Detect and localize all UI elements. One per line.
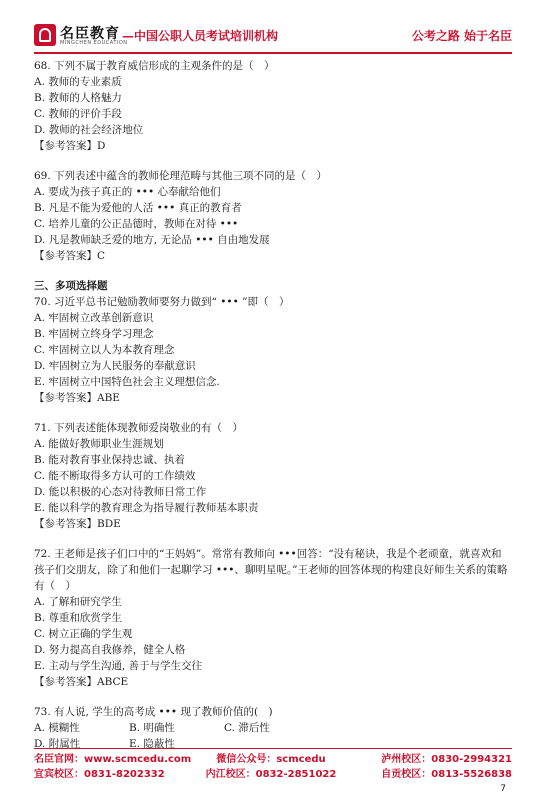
option-e: E. 主动与学生沟通, 善于与学生交往	[34, 660, 203, 672]
answer: 【参考答案】ABE	[34, 392, 120, 404]
option-d: D. 牢固树立为人民服务的奉献意识	[34, 360, 196, 372]
option-b: B. 尊重和欣赏学生	[34, 612, 122, 624]
option-c: C. 教师的评价手段	[34, 108, 122, 120]
option-a: A. 教师的专业素质	[34, 76, 122, 88]
option-b: B. 凡是不能为爱他的人活 ••• 真正的教育者	[34, 202, 242, 214]
answer: 【参考答案】D	[34, 140, 106, 152]
option-d: D. 附属性	[34, 738, 81, 750]
brand-logo-icon	[34, 24, 56, 46]
question-73	[34, 704, 512, 752]
question-stem: 73. 有人说, 学生的高考成 ••• 现了教师价值的( )	[34, 706, 273, 718]
option-c: C. 培养儿童的公正品德时，教师在对待 •••	[34, 218, 239, 230]
page-header	[34, 22, 512, 54]
question-72	[34, 546, 512, 690]
option-b: B. 教师的人格魅力	[34, 92, 122, 104]
document-body	[34, 58, 512, 766]
question-stem: 72. 王老师是孩子们口中的“王妈妈”。常常有教师向 •••回答：“没有秘诀，我是个老顽童，就喜欢和孩子们交朋友，除了和他们一起聊学习 •••、聊明星呢。”王老师的回答体现的构建良好师生关系的策略有（ ）	[34, 548, 508, 592]
option-e: E. 隐蔽性	[129, 738, 175, 750]
question-68	[34, 58, 512, 154]
option-c: C. 能不断取得多方认可的工作绩效	[34, 470, 196, 482]
answer: 【参考答案】BDE	[34, 518, 121, 530]
answer: 【参考答案】C	[34, 250, 106, 262]
option-b: B. 能对教育事业保持忠诚、执着	[34, 454, 185, 466]
option-c: C. 滞后性	[224, 722, 270, 734]
question-stem: 68. 下列不属于教育威信形成的主观条件的是（ ）	[34, 60, 275, 72]
option-e: E. 能以科学的教育理念为指导履行教师基本职责	[34, 502, 259, 514]
footer-wechat: 微信公众号：scmcedu	[216, 754, 326, 765]
header-title: —中国公职人员考试培训机构	[122, 29, 279, 43]
question-70	[34, 294, 512, 406]
section-title: 三、多项选择题	[34, 280, 108, 292]
brand-name: 名臣教育	[60, 26, 120, 42]
option-a: A. 了解和研究学生	[34, 596, 122, 608]
option-b: B. 牢固树立终身学习理念	[34, 328, 154, 340]
option-a: A. 牢固树立改革创新意识	[34, 312, 154, 324]
option-d: D. 能以积极的心态对待教师日常工作	[34, 486, 207, 498]
footer-yibin: 宜宾校区：0831-8202332	[34, 769, 165, 780]
footer-website: 名臣官网：www.scmcedu.com	[34, 754, 192, 765]
answer: 【参考答案】ABCE	[34, 676, 129, 688]
option-c: C. 树立正确的学生观	[34, 628, 133, 640]
question-71	[34, 420, 512, 532]
question-stem: 69. 下列表述中蕴含的教师伦理范畴与其他三项不同的是（ ）	[34, 170, 328, 182]
option-e: E. 牢固树立中国特色社会主义理想信念.	[34, 376, 220, 388]
page-footer	[34, 748, 512, 782]
option-a: A. 要成为孩子真正的 ••• 心奉献给他们	[34, 186, 221, 198]
question-69	[34, 168, 512, 264]
footer-row	[34, 752, 512, 767]
option-c: C. 牢固树立以人为本教育理念	[34, 344, 175, 356]
footer-luzhou: 泸州校区：0830-2994321	[381, 754, 512, 765]
page-number: 7	[500, 784, 506, 794]
footer-row	[34, 767, 512, 782]
option-d: D. 教师的社会经济地位	[34, 124, 144, 136]
question-stem: 70. 习近平总书记勉励教师要努力做到“ ••• ”即（ ）	[34, 296, 290, 308]
brand-subtitle: MINGCHEN EDUCATION	[60, 40, 128, 46]
option-d: D. 努力提高自我修养，健全人格	[34, 644, 186, 656]
footer-neijiang: 内江校区：0832-2851022	[205, 769, 337, 780]
header-slogan: 公考之路 始于名臣	[411, 29, 512, 43]
option-a: A. 模糊性	[34, 722, 80, 734]
option-b: B. 明确性	[129, 722, 175, 734]
question-stem: 71. 下列表述能体现教师爱岗敬业的有（ ）	[34, 422, 244, 434]
option-a: A. 能做好教师职业生涯规划	[34, 438, 164, 450]
footer-zigong: 自贡校区：0813-5526838	[381, 769, 512, 780]
option-d: D. 凡是教师缺乏爱的地方, 无论品 ••• 自由地发展	[34, 234, 270, 246]
